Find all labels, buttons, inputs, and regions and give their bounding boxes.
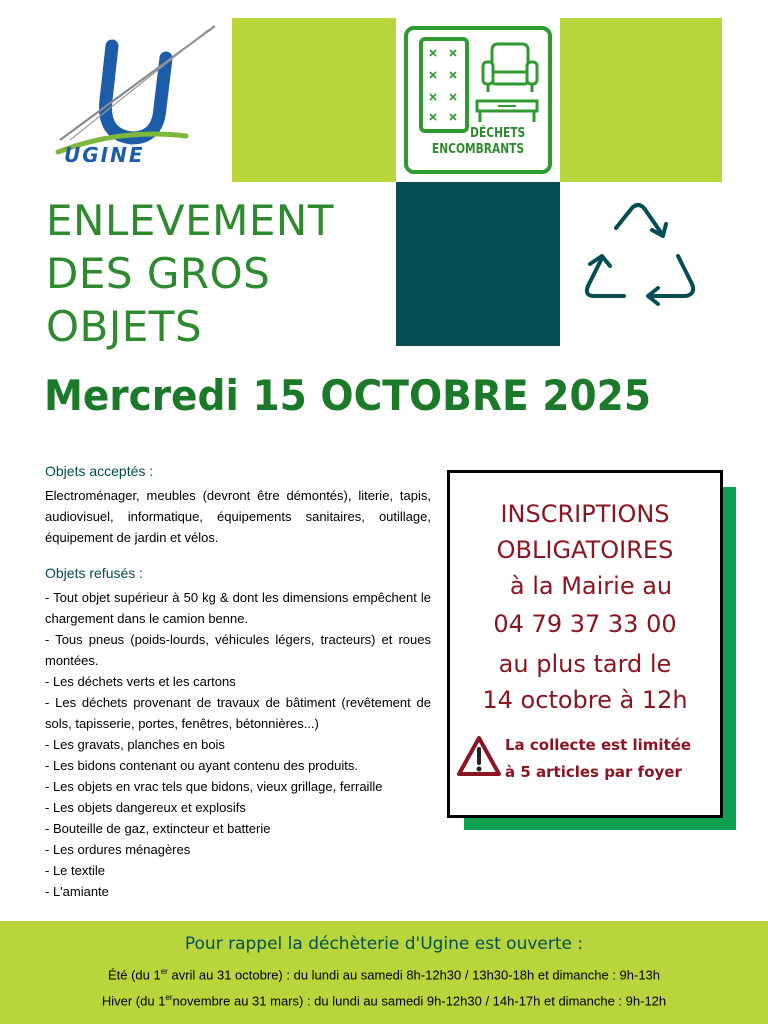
inscriptions-line6: 14 octobre à 12h: [482, 686, 688, 714]
inscriptions-line1: INSCRIPTIONS: [500, 500, 670, 528]
logo-text: UGINE: [64, 143, 145, 167]
footer-title: Pour rappel la déchèterie d'Ugine est ouverte :: [184, 934, 584, 954]
inscriptions-line3: à la Mairie au: [509, 572, 673, 600]
title-line1: ENLEVEMENT: [46, 196, 335, 245]
warning-line1: La collecte est limitée: [505, 736, 692, 754]
refused-item: - Les déchets verts et les cartons: [45, 674, 236, 689]
refused-item: - Les objets dangereux et explosifs: [45, 800, 246, 815]
warning-icon: [456, 735, 502, 781]
inscriptions-phone: 04 79 37 33 00: [493, 610, 677, 638]
refused-item: - Les gravats, planches en bois: [45, 737, 225, 752]
warning-line2: à 5 articles par foyer: [505, 763, 682, 781]
green-block-right: [560, 18, 722, 182]
title-line2: DES GROS: [46, 249, 271, 298]
teal-block: [396, 182, 560, 346]
table-icon: [474, 98, 540, 128]
accepted-heading: Objets acceptés :: [45, 463, 154, 479]
refused-item: - L'amiante: [45, 884, 109, 899]
refused-item: - Tous pneus (poids-lourds, véhicules légers, tracteurs) et roues montées.: [45, 632, 431, 668]
refused-heading: Objets refusés :: [45, 565, 144, 581]
green-block-left: [232, 18, 396, 182]
armchair-icon: [480, 40, 540, 100]
title-line3: OBJETS: [46, 302, 203, 351]
badge-text: [417, 126, 538, 158]
footer-summer-hours: Été (du 1er avril au 31 octobre) : du lundi au samedi 8h-12h30 / 13h30-18h et dimanche : 9h-13h: [107, 967, 661, 983]
recycle-icon: [580, 200, 700, 320]
inscriptions-line5: au plus tard le: [498, 650, 672, 678]
event-date: Mercredi 15 OCTOBRE 2025: [44, 371, 651, 420]
badge-line1: DÉCHETS: [470, 126, 526, 141]
refused-item: - Le textile: [45, 863, 105, 878]
refused-list: [45, 587, 431, 902]
refused-item: - Les objets en vrac tels que bidons, vieux grillage, ferraille: [45, 779, 383, 794]
refused-item: - Les ordures ménagères: [45, 842, 191, 857]
page-title: [46, 194, 334, 353]
footer-winter-hours: Hiver (du 1ernovembre au 31 mars) : du lundi au samedi 9h-12h30 / 14h-17h et dimanche : 9h-12h: [101, 993, 667, 1009]
inscriptions-line2: OBLIGATOIRES: [496, 536, 674, 564]
refused-item: - Les bidons contenant ou ayant contenu des produits.: [45, 758, 358, 773]
accepted-text: Electroménager, meubles (devront être démontés), literie, tapis, audiovisuel, informatique, équipements sanitaires, outillage, équipement de jardin et vélos.: [45, 488, 431, 545]
refused-item: - Les déchets provenant de travaux de bâtiment (revêtement de sols, tapisserie, portes, fenêtres, bétonnières...): [45, 695, 431, 731]
mattress-icon: [418, 36, 470, 138]
refused-item: - Bouteille de gaz, extincteur et batterie: [45, 821, 271, 836]
refused-item: - Tout objet supérieur à 50 kg & dont les dimensions empêchent le chargement dans le camion benne.: [45, 590, 431, 626]
warning-text: [505, 732, 691, 786]
badge-line2: ENCOMBRANTS: [431, 142, 525, 157]
